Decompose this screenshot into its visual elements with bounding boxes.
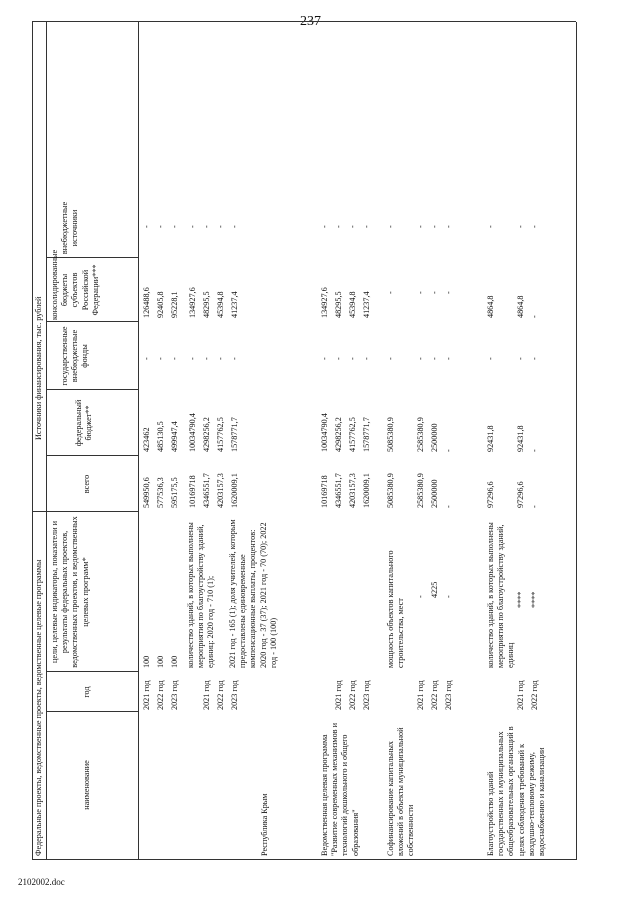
crimea-row-6-regional: 41237,4 (230, 291, 239, 318)
cofinancing-row-0-regional: - (386, 291, 395, 294)
improvement-goal: количество зданий, в которых выполнены мероприятия по благоустройству зданий, единиц (486, 522, 516, 668)
crimea-goal-1: количество зданий, в которых выполнены мероприятия по благоустройству зданий, единиц: 2020 год - 710 (1); (186, 522, 216, 668)
improvement-row-0-offbudget: - (486, 225, 495, 228)
col-rule-federal (46, 455, 138, 456)
program-row-1-offbudget: - (334, 225, 343, 228)
cofinancing-row-2-regional: - (430, 291, 439, 294)
programs-group-header: Федеральные проекты, ведомственные проекты, ведомственные целевые программы (34, 559, 43, 856)
program-row-3-year: 2023 год (362, 680, 371, 710)
col-rule-offbudget (46, 257, 138, 258)
improvement-row-1-total: 97296,6 (516, 481, 525, 508)
cofinancing-row-2-goal: 4225 (430, 581, 439, 598)
crimea-row-4-offbudget: - (202, 225, 211, 228)
crimea-row-3-goal: 100 (170, 655, 179, 668)
cofinancing-row-2-funds: - (430, 357, 439, 360)
crimea-row-1-federal: 423462 (142, 427, 151, 452)
program-row-3-funds: - (362, 357, 371, 360)
improvement-row-0-total: 97296,6 (486, 481, 495, 508)
crimea-row-4-funds: - (202, 357, 211, 360)
crimea-row-2-year: 2022 год (156, 680, 165, 710)
crimea-row-1-regional: 126488,6 (142, 287, 151, 318)
col-total-header: всего (82, 474, 91, 494)
row-crimea-name: Республика Крым (260, 793, 269, 856)
improvement-row-2-total: - (530, 505, 539, 508)
header-bottom-rule (138, 22, 139, 860)
crimea-row-2-offbudget: - (156, 225, 165, 228)
cofinancing-row-3-goal: - (444, 595, 453, 598)
cofinancing-row-1-federal: 2585380,9 (416, 417, 425, 452)
program-row-0-offbudget: - (320, 225, 329, 228)
program-row-1-regional: 48295,5 (334, 291, 343, 318)
program-row-1-year: 2021 год (334, 680, 343, 710)
cofinancing-row-2-federal: 2500000 (430, 423, 439, 452)
table-top-rule (32, 22, 33, 860)
program-row-1-federal: 4298256,2 (334, 417, 343, 452)
crimea-row-3-year: 2023 год (170, 680, 179, 710)
crimea-sum-funds: - (188, 357, 197, 360)
col-offbudget-header: внебюджетные источники (60, 201, 80, 255)
improvement-row-2-offbudget: - (530, 225, 539, 228)
crimea-goal-2: 2021 год - 165 (1); доля учителей, которым предоставлены единовременные компенсационные выплаты, процентов: 2020 год - 37 (37); 2021 год - 70 (70); 2022 год - 100 (100) (228, 519, 278, 668)
crimea-row-5-federal: 4157762,5 (216, 417, 225, 452)
cofinancing-row-2-year: 2022 год (430, 680, 439, 710)
crimea-row-3-funds: - (170, 357, 179, 360)
col-year-header: год (82, 686, 91, 698)
header-group-rule (46, 22, 47, 860)
crimea-row-6-year: 2023 год (230, 680, 239, 710)
crimea-row-5-funds: - (216, 357, 225, 360)
cofinancing-row-3-year: 2023 год (444, 680, 453, 710)
col-name-header: наименование (82, 760, 91, 810)
program-row-3-offbudget: - (362, 225, 371, 228)
cofinancing-row-3-regional: - (444, 291, 453, 294)
rotated-table (20, 20, 580, 860)
cofinancing-row-2-total: 2500000 (430, 479, 439, 508)
crimea-row-2-regional: 92405,8 (156, 291, 165, 318)
program-name: Ведомственная целевая программа "Развитие современных механизмов и технологий дошкольного и общего образования" (320, 723, 360, 856)
crimea-row-1-goal: 100 (142, 655, 151, 668)
program-row-2-total: 4203157,3 (348, 473, 357, 508)
improvement-row-2-funds: - (530, 357, 539, 360)
program-row-2-regional: 45394,8 (348, 291, 357, 318)
program-row-3-total: 1620009,1 (362, 473, 371, 508)
crimea-row-5-total: 4203157,3 (216, 473, 225, 508)
crimea-sum-federal: 10034790,4 (188, 413, 197, 452)
cofinancing-row-3-offbudget: - (444, 225, 453, 228)
cofinancing-row-1-offbudget: - (416, 225, 425, 228)
crimea-row-5-year: 2022 год (216, 680, 225, 710)
crimea-row-1-offbudget: - (142, 225, 151, 228)
crimea-row-2-federal: 485130,5 (156, 421, 165, 452)
crimea-row-6-offbudget: - (230, 225, 239, 228)
program-row-2-funds: - (348, 357, 357, 360)
cofinancing-row-0-funds: - (386, 357, 395, 360)
improvement-row-1-goal: **** (516, 591, 525, 608)
cofinancing-row-0-federal: 5085380,9 (386, 417, 395, 452)
col-regional-header: консолидированные бюджеты субъектов Российской Федерации*** (50, 249, 100, 320)
program-row-0-funds: - (320, 357, 329, 360)
col-rule-goals (46, 671, 138, 672)
crimea-row-3-federal: 499947,4 (170, 421, 179, 452)
cofinancing-row-1-funds: - (416, 357, 425, 360)
program-row-3-regional: 41237,4 (362, 291, 371, 318)
crimea-row-3-regional: 95228,1 (170, 291, 179, 318)
crimea-row-6-total: 1620009,1 (230, 473, 239, 508)
improvement-row-0-funds: - (486, 357, 495, 360)
cofinancing-row-0-offbudget: - (386, 225, 395, 228)
doc-footer: 2102002.doc (18, 877, 65, 887)
improvement-name: Благоустройство зданий государственных и муниципальных общеобразовательных организаций в целях соблюдения требований к воздушно-тепловому режиму, водоснабжению и канализации (486, 726, 547, 856)
improvement-row-1-funds: - (516, 357, 525, 360)
crimea-row-5-offbudget: - (216, 225, 225, 228)
program-row-2-offbudget: - (348, 225, 357, 228)
crimea-row-1-year: 2021 год (142, 680, 151, 710)
improvement-row-1-federal: 92431,8 (516, 425, 525, 452)
col-rule-funding (32, 511, 138, 512)
cofinancing-row-1-year: 2021 год (416, 680, 425, 710)
improvement-row-1-offbudget: - (516, 225, 525, 228)
improvement-row-2-federal: - (530, 449, 539, 452)
improvement-row-1-year: 2021 год (516, 680, 525, 710)
improvement-row-2-regional: - (530, 315, 539, 318)
cofinancing-row-3-funds: - (444, 357, 453, 360)
program-row-1-funds: - (334, 357, 343, 360)
page-number: 237 (300, 14, 321, 29)
col-rule-funds (46, 389, 138, 390)
program-row-0-federal: 10034790,4 (320, 413, 329, 452)
cofinancing-row-1-goal: - (416, 595, 425, 598)
crimea-row-4-year: 2021 год (202, 680, 211, 710)
program-row-0-total: 10169718 (320, 475, 329, 508)
table-right-rule (32, 21, 576, 22)
col-goals-header: цели, целевые индикаторы, показатели и результаты федеральных проектов, ведомственных проектов, и ведомственных целевых программ* (50, 516, 90, 668)
funding-group-header: Источники финансирования, тыс. рублей (34, 296, 43, 440)
program-row-2-year: 2022 год (348, 680, 357, 710)
crimea-row-6-federal: 1578771,7 (230, 417, 239, 452)
crimea-row-1-total: 549950,6 (142, 477, 151, 508)
table-left-rule (32, 859, 576, 860)
crimea-row-4-total: 4346551,7 (202, 473, 211, 508)
cofinancing-row-1-regional: - (416, 291, 425, 294)
program-row-2-federal: 4157762,5 (348, 417, 357, 452)
crimea-sum-regional: 134927,6 (188, 287, 197, 318)
cofinancing-goal: мощность объектов капитального строительства, мест (386, 550, 406, 668)
program-row-0-regional: 134927,6 (320, 287, 329, 318)
improvement-row-0-federal: 92431,8 (486, 425, 495, 452)
crimea-sum-offbudget: - (188, 225, 197, 228)
cofinancing-row-2-offbudget: - (430, 225, 439, 228)
col-rule-year (46, 711, 138, 712)
improvement-row-2-year: 2022 год (530, 680, 539, 710)
crimea-row-3-total: 595175,5 (170, 477, 179, 508)
cofinancing-row-1-total: 2585380,9 (416, 473, 425, 508)
crimea-row-4-federal: 4298256,2 (202, 417, 211, 452)
col-federal-header: федеральный бюджет** (74, 399, 94, 447)
crimea-sum-total: 10169718 (188, 475, 197, 508)
cofinancing-row-0-total: 5085380,9 (386, 473, 395, 508)
crimea-row-2-goal: 100 (156, 655, 165, 668)
col-rule-regional (46, 321, 138, 322)
cofinancing-row-3-total: - (444, 505, 453, 508)
improvement-row-0-regional: 4864,8 (486, 295, 495, 318)
crimea-row-2-funds: - (156, 357, 165, 360)
program-row-1-total: 4346551,7 (334, 473, 343, 508)
cofinancing-row-3-federal: - (444, 449, 453, 452)
crimea-row-1-funds: - (142, 357, 151, 360)
crimea-row-3-offbudget: - (170, 225, 179, 228)
crimea-row-2-total: 577536,3 (156, 477, 165, 508)
cofinancing-name: Софинансирование капитальных вложений в объекты муниципальной собственности (386, 727, 416, 856)
improvement-row-2-goal: **** (530, 591, 539, 608)
crimea-row-5-regional: 45394,8 (216, 291, 225, 318)
table-bottom-rule (576, 22, 577, 860)
col-funds-header: государственные внебюджетные фонды (60, 326, 90, 386)
improvement-row-1-regional: 4864,8 (516, 295, 525, 318)
crimea-row-6-funds: - (230, 357, 239, 360)
program-row-3-federal: 1578771,7 (362, 417, 371, 452)
crimea-row-4-regional: 48295,5 (202, 291, 211, 318)
